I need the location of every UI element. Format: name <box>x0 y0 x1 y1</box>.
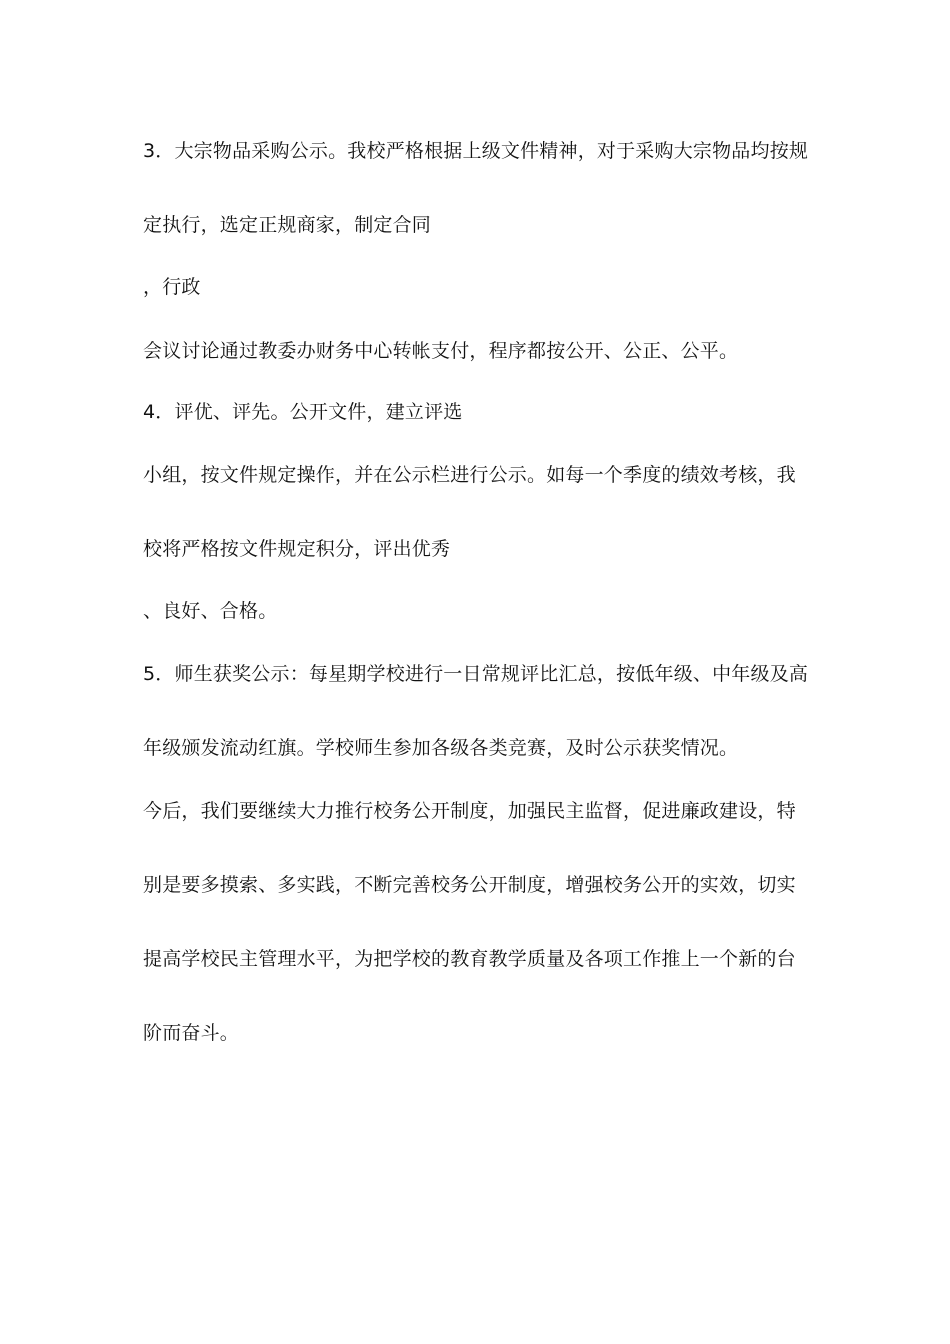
text-line-item3-b: 定执行，选定正规商家，制定合同 <box>143 214 432 236</box>
text-line-closing-a: 今后，我们要继续大力推行校务公开制度，加强民主监督，促进廉政建设，特 <box>143 800 796 822</box>
text-line-item3-c: ，行政 <box>143 276 201 298</box>
text-line-item4-a: 4．评优、评先。公开文件，建立评选 <box>143 401 463 423</box>
text-line-item4-d: 、良好、合格。 <box>143 600 278 622</box>
text-line-closing-c: 提高学校民主管理水平，为把学校的教育教学质量及各项工作推上一个新的台 <box>143 948 796 970</box>
text-line-item5-a: 5．师生获奖公示：每星期学校进行一日常规评比汇总，按低年级、中年级及高 <box>143 663 809 685</box>
text-line-item4-c: 校将严格按文件规定积分，评出优秀 <box>143 538 451 560</box>
text-line-item3-a: 3．大宗物品采购公示。我校严格根据上级文件精神，对于采购大宗物品均按规 <box>143 140 809 162</box>
text-line-closing-b: 别是要多摸索、多实践，不断完善校务公开制度，增强校务公开的实效，切实 <box>143 874 796 896</box>
text-line-item5-b: 年级颁发流动红旗。学校师生参加各级各类竞赛，及时公示获奖情况。 <box>143 737 739 759</box>
text-line-item4-b: 小组，按文件规定操作，并在公示栏进行公示。如每一个季度的绩效考核，我 <box>143 464 796 486</box>
text-line-closing-d: 阶而奋斗。 <box>143 1022 240 1044</box>
text-line-item3-d: 会议讨论通过教委办财务中心转帐支付，程序都按公开、公正、公平。 <box>143 340 739 362</box>
